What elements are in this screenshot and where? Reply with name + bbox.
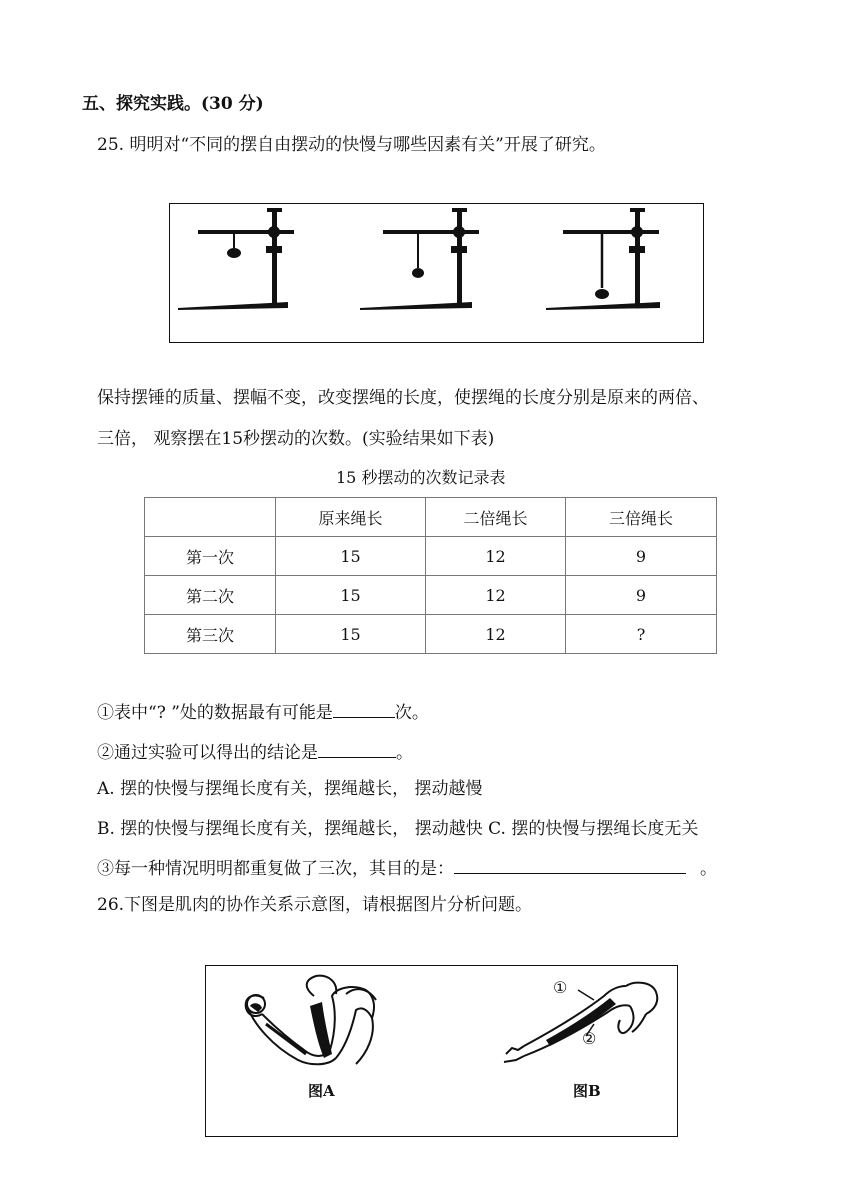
option-b-c: B. 摆的快慢与摆绳长度有关，摆绳越长， 摆动越快 C. 摆的快慢与摆绳长度无关 — [97, 819, 699, 839]
sub-question-3 — [97, 854, 717, 879]
sub-question-3-suffix: 。 — [700, 859, 717, 879]
figure-b-label: 图B — [573, 1082, 601, 1100]
muscle-shading — [546, 998, 616, 1046]
section-heading: 五、探究实践。(30 分) — [82, 94, 264, 114]
table-cell: ? — [566, 615, 717, 654]
pendulum-double — [360, 208, 479, 310]
bent-arm-illustration — [246, 976, 376, 1065]
sub-question-1-suffix: 次。 — [394, 703, 429, 723]
sub-question-2-suffix: 。 — [396, 743, 413, 763]
sub-question-2 — [97, 738, 413, 763]
table-header-cell: 原来绳长 — [276, 498, 426, 537]
sub-question-1 — [97, 698, 429, 723]
option-a: A. 摆的快慢与摆绳长度有关，摆绳越长， 摆动越慢 — [97, 779, 483, 799]
table-header-cell: 二倍绳长 — [426, 498, 566, 537]
table-cell: 第二次 — [145, 576, 276, 615]
table-cell: 15 — [276, 615, 426, 654]
answer-blank-3[interactable] — [454, 856, 686, 874]
table-header-cell: 三倍绳长 — [566, 498, 717, 537]
figure-a-label: 图A — [308, 1082, 335, 1100]
answer-blank-1[interactable] — [333, 700, 395, 718]
experiment-description-line2: 三倍， 观察摆在15秒摆动的次数。(实验结果如下表) — [97, 429, 495, 449]
muscle-marker-2: ② — [582, 1029, 597, 1048]
swing-count-table — [144, 497, 717, 654]
table-cell: 15 — [276, 576, 426, 615]
table-title: 15 秒摆动的次数记录表 — [336, 468, 506, 487]
question-25-stem: 25. 明明对“不同的摆自由摆动的快慢与哪些因素有关”开展了研究。 — [97, 135, 606, 155]
question-26-stem: 26.下图是肌肉的协作关系示意图，请根据图片分析问题。 — [97, 895, 533, 915]
sub-question-2-prefix: ②通过实验可以得出的结论是 — [97, 743, 318, 763]
experiment-description-line1: 保持摆锤的质量、摆幅不变，改变摆绳的长度，使摆绳的长度分别是原来的两倍、 — [97, 388, 709, 408]
pendulum-figure — [169, 203, 704, 343]
answer-blank-2[interactable] — [318, 740, 396, 758]
table-cell: 12 — [426, 576, 566, 615]
table-cell: 第三次 — [145, 615, 276, 654]
pendulum-short — [178, 208, 294, 310]
table-cell: 9 — [566, 576, 717, 615]
table-cell: 9 — [566, 537, 717, 576]
table-header-row — [145, 498, 717, 537]
pendulum-triple — [546, 208, 660, 310]
table-row — [145, 576, 717, 615]
biceps-shading — [310, 1002, 332, 1058]
table-cell: 12 — [426, 537, 566, 576]
table-cell: 12 — [426, 615, 566, 654]
sub-question-1-prefix: ①表中“? ”处的数据最有可能是 — [97, 703, 333, 723]
table-cell: 第一次 — [145, 537, 276, 576]
muscle-figure — [205, 965, 678, 1137]
table-header-cell — [145, 498, 276, 537]
table-row — [145, 537, 717, 576]
sub-question-3-prefix: ③每一种情况明明都重复做了三次，其目的是： — [97, 859, 454, 879]
table-row — [145, 615, 717, 654]
table-cell: 15 — [276, 537, 426, 576]
muscle-marker-1: ① — [553, 978, 568, 997]
